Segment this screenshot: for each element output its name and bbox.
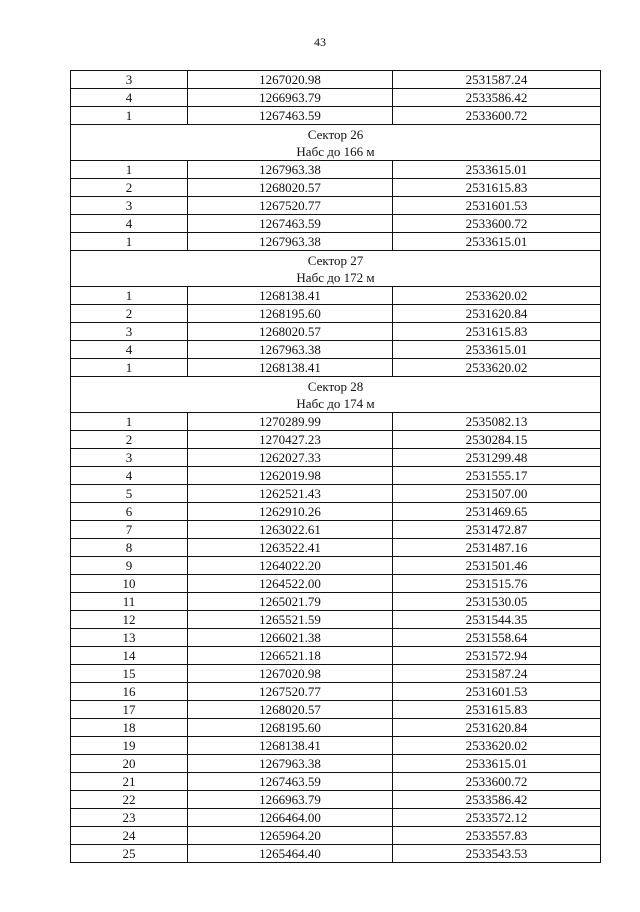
y-coordinate-cell: 2533620.02 bbox=[393, 359, 601, 377]
x-coordinate-cell: 1267463.59 bbox=[188, 773, 393, 791]
table-row bbox=[71, 629, 601, 647]
x-coordinate-cell: 1263022.61 bbox=[188, 521, 393, 539]
point-number-cell: 23 bbox=[71, 809, 188, 827]
point-number-cell: 10 bbox=[71, 575, 188, 593]
point-number-cell: 2 bbox=[71, 179, 188, 197]
x-coordinate-cell: 1266963.79 bbox=[188, 791, 393, 809]
table-row bbox=[71, 593, 601, 611]
table-row bbox=[71, 287, 601, 305]
y-coordinate-cell: 2533615.01 bbox=[393, 755, 601, 773]
y-coordinate-cell: 2531515.76 bbox=[393, 575, 601, 593]
sector-header-cell bbox=[71, 377, 601, 413]
sector-title: Сектор 26 bbox=[307, 126, 364, 142]
x-coordinate-cell: 1262019.98 bbox=[188, 467, 393, 485]
table-row bbox=[71, 845, 601, 863]
y-coordinate-cell: 2531469.65 bbox=[393, 503, 601, 521]
table-row bbox=[71, 521, 601, 539]
point-number-cell: 18 bbox=[71, 719, 188, 737]
table-row bbox=[71, 107, 601, 125]
table-row bbox=[71, 809, 601, 827]
x-coordinate-cell: 1267520.77 bbox=[188, 197, 393, 215]
y-coordinate-cell: 2533586.42 bbox=[393, 791, 601, 809]
x-coordinate-cell: 1266021.38 bbox=[188, 629, 393, 647]
x-coordinate-cell: 1265964.20 bbox=[188, 827, 393, 845]
table-row bbox=[71, 791, 601, 809]
point-number-cell: 7 bbox=[71, 521, 188, 539]
table-row bbox=[71, 737, 601, 755]
x-coordinate-cell: 1265464.40 bbox=[188, 845, 393, 863]
table-row bbox=[71, 611, 601, 629]
x-coordinate-cell: 1268020.57 bbox=[188, 701, 393, 719]
y-coordinate-cell: 2531501.46 bbox=[393, 557, 601, 575]
y-coordinate-cell: 2533543.53 bbox=[393, 845, 601, 863]
y-coordinate-cell: 2531620.84 bbox=[393, 305, 601, 323]
x-coordinate-cell: 1264022.20 bbox=[188, 557, 393, 575]
point-number-cell: 14 bbox=[71, 647, 188, 665]
point-number-cell: 24 bbox=[71, 827, 188, 845]
x-coordinate-cell: 1268138.41 bbox=[188, 359, 393, 377]
point-number-cell: 15 bbox=[71, 665, 188, 683]
table-row bbox=[71, 413, 601, 431]
x-coordinate-cell: 1267020.98 bbox=[188, 71, 393, 89]
table-row bbox=[71, 89, 601, 107]
x-coordinate-cell: 1267963.38 bbox=[188, 341, 393, 359]
x-coordinate-cell: 1266464.00 bbox=[188, 809, 393, 827]
point-number-cell: 2 bbox=[71, 431, 188, 449]
x-coordinate-cell: 1262910.26 bbox=[188, 503, 393, 521]
sector-title: Сектор 27 bbox=[307, 252, 364, 268]
y-coordinate-cell: 2533586.42 bbox=[393, 89, 601, 107]
point-number-cell: 21 bbox=[71, 773, 188, 791]
y-coordinate-cell: 2533620.02 bbox=[393, 737, 601, 755]
y-coordinate-cell: 2533600.72 bbox=[393, 215, 601, 233]
table-row bbox=[71, 485, 601, 503]
point-number-cell: 12 bbox=[71, 611, 188, 629]
point-number-cell: 19 bbox=[71, 737, 188, 755]
y-coordinate-cell: 2531615.83 bbox=[393, 323, 601, 341]
point-number-cell: 17 bbox=[71, 701, 188, 719]
table-row bbox=[71, 683, 601, 701]
x-coordinate-cell: 1268195.60 bbox=[188, 719, 393, 737]
table-row bbox=[71, 359, 601, 377]
page-number: 43 bbox=[314, 35, 326, 49]
point-number-cell: 1 bbox=[71, 161, 188, 179]
point-number-cell: 9 bbox=[71, 557, 188, 575]
table-row bbox=[71, 503, 601, 521]
x-coordinate-cell: 1267963.38 bbox=[188, 161, 393, 179]
x-coordinate-cell: 1267963.38 bbox=[188, 755, 393, 773]
table-row bbox=[71, 215, 601, 233]
x-coordinate-cell: 1267463.59 bbox=[188, 215, 393, 233]
sector-height-note: Набс до 174 м bbox=[296, 395, 375, 411]
point-number-cell: 6 bbox=[71, 503, 188, 521]
table-row bbox=[71, 755, 601, 773]
point-number-cell: 22 bbox=[71, 791, 188, 809]
y-coordinate-cell: 2533557.83 bbox=[393, 827, 601, 845]
y-coordinate-cell: 2533600.72 bbox=[393, 107, 601, 125]
point-number-cell: 2 bbox=[71, 305, 188, 323]
table-row bbox=[71, 71, 601, 89]
y-coordinate-cell: 2531572.94 bbox=[393, 647, 601, 665]
sector-height-note: Набс до 172 м bbox=[296, 269, 375, 285]
sector-header-cell bbox=[71, 125, 601, 161]
point-number-cell: 4 bbox=[71, 89, 188, 107]
x-coordinate-cell: 1262027.33 bbox=[188, 449, 393, 467]
point-number-cell: 20 bbox=[71, 755, 188, 773]
sector-header-cell bbox=[71, 251, 601, 287]
y-coordinate-cell: 2531299.48 bbox=[393, 449, 601, 467]
y-coordinate-cell: 2531487.16 bbox=[393, 539, 601, 557]
sector-title: Сектор 28 bbox=[307, 378, 364, 394]
x-coordinate-cell: 1268020.57 bbox=[188, 323, 393, 341]
table-row bbox=[71, 467, 601, 485]
point-number-cell: 4 bbox=[71, 467, 188, 485]
point-number-cell: 25 bbox=[71, 845, 188, 863]
y-coordinate-cell: 2531587.24 bbox=[393, 665, 601, 683]
x-coordinate-cell: 1267963.38 bbox=[188, 233, 393, 251]
x-coordinate-cell: 1265521.59 bbox=[188, 611, 393, 629]
point-number-cell: 1 bbox=[71, 107, 188, 125]
y-coordinate-cell: 2531507.00 bbox=[393, 485, 601, 503]
y-coordinate-cell: 2533615.01 bbox=[393, 341, 601, 359]
table-row bbox=[71, 719, 601, 737]
table-row bbox=[71, 701, 601, 719]
x-coordinate-cell: 1270427.23 bbox=[188, 431, 393, 449]
coordinates-table-body bbox=[71, 71, 601, 863]
y-coordinate-cell: 2531601.53 bbox=[393, 197, 601, 215]
y-coordinate-cell: 2531615.83 bbox=[393, 701, 601, 719]
point-number-cell: 5 bbox=[71, 485, 188, 503]
y-coordinate-cell: 2530284.15 bbox=[393, 431, 601, 449]
point-number-cell: 3 bbox=[71, 323, 188, 341]
table-row bbox=[71, 179, 601, 197]
table-row bbox=[71, 773, 601, 791]
x-coordinate-cell: 1266963.79 bbox=[188, 89, 393, 107]
sector-height-note: Набс до 166 м bbox=[296, 143, 375, 159]
sector-header-row bbox=[71, 251, 601, 287]
x-coordinate-cell: 1268138.41 bbox=[188, 287, 393, 305]
table-row bbox=[71, 323, 601, 341]
table-row bbox=[71, 557, 601, 575]
point-number-cell: 16 bbox=[71, 683, 188, 701]
x-coordinate-cell: 1268020.57 bbox=[188, 179, 393, 197]
point-number-cell: 13 bbox=[71, 629, 188, 647]
point-number-cell: 8 bbox=[71, 539, 188, 557]
point-number-cell: 4 bbox=[71, 215, 188, 233]
sector-header-row bbox=[71, 377, 601, 413]
x-coordinate-cell: 1267020.98 bbox=[188, 665, 393, 683]
table-row bbox=[71, 647, 601, 665]
point-number-cell: 3 bbox=[71, 449, 188, 467]
table-row bbox=[71, 161, 601, 179]
coordinates-table bbox=[70, 70, 601, 863]
y-coordinate-cell: 2531555.17 bbox=[393, 467, 601, 485]
x-coordinate-cell: 1265021.79 bbox=[188, 593, 393, 611]
y-coordinate-cell: 2533620.02 bbox=[393, 287, 601, 305]
y-coordinate-cell: 2531615.83 bbox=[393, 179, 601, 197]
x-coordinate-cell: 1263522.41 bbox=[188, 539, 393, 557]
y-coordinate-cell: 2535082.13 bbox=[393, 413, 601, 431]
point-number-cell: 1 bbox=[71, 359, 188, 377]
x-coordinate-cell: 1266521.18 bbox=[188, 647, 393, 665]
x-coordinate-cell: 1268138.41 bbox=[188, 737, 393, 755]
table-row bbox=[71, 305, 601, 323]
point-number-cell: 3 bbox=[71, 197, 188, 215]
table-row bbox=[71, 197, 601, 215]
y-coordinate-cell: 2533600.72 bbox=[393, 773, 601, 791]
point-number-cell: 1 bbox=[71, 287, 188, 305]
table-row bbox=[71, 233, 601, 251]
table-row bbox=[71, 341, 601, 359]
table-row bbox=[71, 827, 601, 845]
x-coordinate-cell: 1268195.60 bbox=[188, 305, 393, 323]
y-coordinate-cell: 2533572.12 bbox=[393, 809, 601, 827]
x-coordinate-cell: 1267463.59 bbox=[188, 107, 393, 125]
point-number-cell: 1 bbox=[71, 233, 188, 251]
table-row bbox=[71, 575, 601, 593]
y-coordinate-cell: 2533615.01 bbox=[393, 233, 601, 251]
x-coordinate-cell: 1262521.43 bbox=[188, 485, 393, 503]
y-coordinate-cell: 2531620.84 bbox=[393, 719, 601, 737]
table-row bbox=[71, 431, 601, 449]
y-coordinate-cell: 2531530.05 bbox=[393, 593, 601, 611]
y-coordinate-cell: 2531587.24 bbox=[393, 71, 601, 89]
y-coordinate-cell: 2531472.87 bbox=[393, 521, 601, 539]
x-coordinate-cell: 1267520.77 bbox=[188, 683, 393, 701]
x-coordinate-cell: 1270289.99 bbox=[188, 413, 393, 431]
y-coordinate-cell: 2531558.64 bbox=[393, 629, 601, 647]
sector-header-row bbox=[71, 125, 601, 161]
y-coordinate-cell: 2531601.53 bbox=[393, 683, 601, 701]
y-coordinate-cell: 2531544.35 bbox=[393, 611, 601, 629]
table-row bbox=[71, 665, 601, 683]
y-coordinate-cell: 2533615.01 bbox=[393, 161, 601, 179]
point-number-cell: 3 bbox=[71, 71, 188, 89]
table-row bbox=[71, 539, 601, 557]
table-row bbox=[71, 449, 601, 467]
point-number-cell: 4 bbox=[71, 341, 188, 359]
point-number-cell: 11 bbox=[71, 593, 188, 611]
x-coordinate-cell: 1264522.00 bbox=[188, 575, 393, 593]
point-number-cell: 1 bbox=[71, 413, 188, 431]
